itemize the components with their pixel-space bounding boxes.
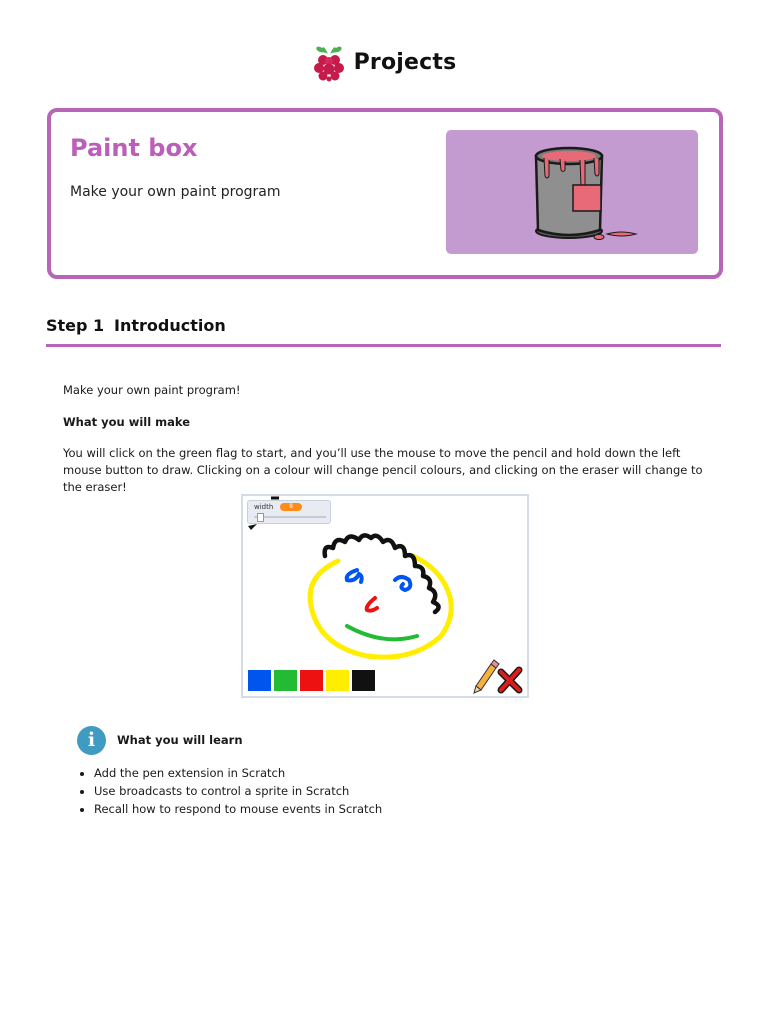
monitor-value: 8 (280, 503, 302, 511)
make-heading: What you will make (63, 415, 191, 429)
green-swatch[interactable] (274, 670, 297, 691)
site-header (0, 38, 768, 86)
width-slider[interactable] (254, 516, 326, 518)
eraser-icon[interactable] (501, 670, 519, 690)
project-hero-image (446, 130, 698, 254)
project-subtitle: Make your own paint program (70, 184, 281, 200)
step-header (46, 314, 721, 347)
brand-title[interactable]: Projects (353, 49, 457, 75)
description-text: You will click on the green flag to start, and you’ll use the mouse to move the pencil and hold down the left mouse button to draw. Clicking on a colour will change pencil colours, and clicking on the eraser will change to the eraser! (63, 446, 703, 494)
width-variable-monitor[interactable] (247, 500, 331, 524)
black-swatch[interactable] (352, 670, 375, 691)
raspberry-pi-logo-icon[interactable] (312, 42, 346, 82)
width-slider-knob[interactable] (257, 513, 264, 522)
project-title: Paint box (70, 134, 198, 162)
intro-text: Make your own paint program! (63, 383, 241, 397)
project-hero-card (47, 108, 723, 279)
project-screenshot (241, 494, 529, 698)
list-item: • Add the pen extension in Scratch (94, 764, 382, 782)
learn-heading: What you will learn (117, 733, 243, 747)
red-swatch[interactable] (300, 670, 323, 691)
pencil-icon[interactable] (474, 660, 499, 693)
list-item: • Recall how to respond to mouse events in Scratch (94, 800, 382, 818)
paint-bucket-icon (446, 130, 698, 254)
info-icon: i (77, 726, 106, 755)
step-number: Step 1 (46, 316, 105, 335)
step-title: Introduction (114, 316, 226, 335)
learn-list (76, 764, 382, 818)
list-item: • Use broadcasts to control a sprite in Scratch (94, 782, 382, 800)
face-drawing (243, 496, 527, 696)
blue-swatch[interactable] (248, 670, 271, 691)
yellow-swatch[interactable] (326, 670, 349, 691)
monitor-label: width (254, 503, 274, 511)
